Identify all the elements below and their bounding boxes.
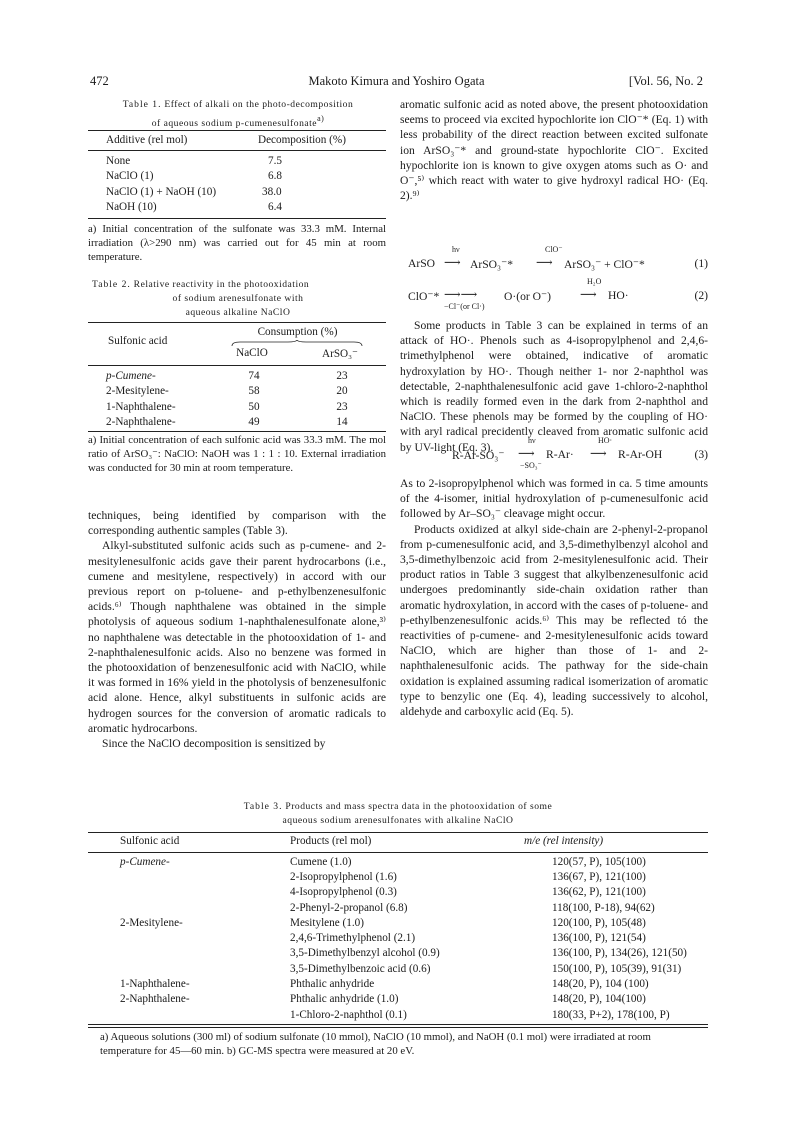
table-row xyxy=(88,885,708,900)
table3-top-rule xyxy=(88,832,708,833)
table1-value: 38.0 xyxy=(262,185,282,198)
table-row xyxy=(88,399,386,415)
right-column-p1 xyxy=(400,97,708,203)
eq1-intermediate: ArSO₃⁻* xyxy=(470,258,514,271)
table2-top-rule xyxy=(88,322,386,323)
equation-3 xyxy=(400,434,708,474)
table2-arso3: 20 xyxy=(336,385,348,398)
table3-caption-line1: Products and mass spectra data in the photooxidation of some xyxy=(285,801,553,812)
table2-caption-line2: of sodium arenesulfonate with xyxy=(172,293,304,304)
table2-header-rule xyxy=(88,365,386,366)
table3-ms: 136(100, P), 134(26), 121(50) xyxy=(552,947,687,960)
table-row xyxy=(88,900,708,915)
table2-acid: p-Cumene- xyxy=(106,369,156,382)
eq2-arrow2: ⟶ xyxy=(580,288,597,301)
eq2-number: (2) xyxy=(694,289,708,302)
eq1-arrow1: ⟶ xyxy=(444,256,461,269)
paragraph: Since the NaClO decomposition is sensitized by xyxy=(102,737,326,751)
equation-1 xyxy=(400,243,708,277)
table3-product: 3,5-Dimethylbenzyl alcohol (0.9) xyxy=(290,947,440,960)
table1-body xyxy=(88,153,386,215)
eq1-arrow2: ⟶ xyxy=(536,256,553,269)
table1-caption-note: a) xyxy=(317,114,325,123)
table3-footnote: a) Aqueous solutions (300 ml) of sodium sulfonate (10 mmol), NaClO (10 mmol), and NaOH (0.1 mol) were irradiated at room temperature for 45—60 min. b) GC-MS spectra were measured at 20 eV. xyxy=(100,1031,651,1058)
table2-naclo: 74 xyxy=(248,369,260,382)
table3-ms: 148(20, P), 104 (100) xyxy=(552,978,649,991)
table3-ms: 150(100, P), 105(39), 91(31) xyxy=(552,962,682,975)
eq1-number: (1) xyxy=(694,257,708,270)
table-row xyxy=(88,976,708,991)
table2-caption-line1: Relative reactivity in the photooxidation xyxy=(133,279,310,290)
eq3-product: R-Ar-OH xyxy=(618,448,663,461)
table3-product: 3,5-Dimethylbenzoic acid (0.6) xyxy=(290,962,431,975)
table3-acid xyxy=(88,869,290,884)
eq3-arrow2-label: HO· xyxy=(598,436,613,445)
eq3-intermediate: R-Ar· xyxy=(546,448,574,461)
table-row xyxy=(88,869,708,884)
table1-caption-line2: of aqueous sodium p-cumenesulfonate xyxy=(151,118,318,129)
table-row xyxy=(88,961,708,976)
table-row xyxy=(88,415,386,431)
paragraph: As to 2-isopropylphenol which was formed in ca. 5 time amounts of the 4-isomer, initial hydroxylation of p-cumenesulfonic acid followed by Ar–SO₃⁻ cleavage might occur. xyxy=(400,477,708,521)
eq3-arrow2: ⟶ xyxy=(590,447,607,460)
eq3-reactant: R-Ar-SO₃⁻ xyxy=(452,449,505,462)
table1-label: Table 1. xyxy=(122,99,162,110)
eq3-arrow1-bottom-label: −SO₃⁻ xyxy=(520,461,542,470)
table3-product: 2-Phenyl-2-propanol (6.8) xyxy=(290,901,408,914)
table3-col-header-acid: Sulfonic acid xyxy=(120,835,180,847)
table2-naclo: 49 xyxy=(248,416,260,429)
table1-bottom-rule xyxy=(88,218,386,219)
table2-body xyxy=(88,368,386,430)
table2-label: Table 2. xyxy=(92,279,131,290)
eq2-reactant: ClO⁻* xyxy=(408,290,440,303)
eq2-product: HO· xyxy=(608,289,629,302)
table2-caption-line3: aqueous alkaline NaClO xyxy=(185,307,291,318)
table1-value: 6.4 xyxy=(268,201,282,214)
right-column-p3-p4 xyxy=(400,476,708,719)
table3-col-header-products: Products (rel mol) xyxy=(290,835,372,847)
table2-naclo: 58 xyxy=(248,385,260,398)
eq2-arrow2-label: H₂O xyxy=(587,277,602,286)
table3-header-rule xyxy=(88,852,708,853)
eq1-products: ArSO₃⁻ + ClO⁻* xyxy=(564,258,645,271)
table3-ms: 180(33, P+2), 178(100, P) xyxy=(552,1008,670,1021)
table3-ms: 136(62, P), 121(100) xyxy=(552,886,646,899)
table3-product: Mesitylene (1.0) xyxy=(290,916,364,929)
table3-acid: 2-Naphthalene- xyxy=(120,993,190,1006)
table1-additive: NaClO (1) xyxy=(106,170,154,183)
table1-col-header-additive: Additive (rel mol) xyxy=(106,134,188,146)
table2-arso3: 14 xyxy=(336,416,348,429)
table3-acid xyxy=(88,930,290,945)
table3-ms: 120(100, P), 105(48) xyxy=(552,916,646,929)
table3-ms: 136(67, P), 121(100) xyxy=(552,870,646,883)
table1-value: 7.5 xyxy=(268,154,282,167)
table3-ms: 136(100, P), 121(54) xyxy=(552,932,646,945)
table2-arso3: 23 xyxy=(336,400,348,413)
table1-value: 6.8 xyxy=(268,170,282,183)
table3-acid xyxy=(88,900,290,915)
table3-product: Phthalic anhydride xyxy=(290,978,375,991)
eq3-arrow1-top-label: hν xyxy=(528,436,536,445)
table3-body xyxy=(88,854,708,1022)
table-row xyxy=(88,992,708,1007)
table1-caption-line1: Effect of alkali on the photo-decomposition xyxy=(164,99,354,110)
table1-header-rule xyxy=(88,150,386,151)
table1-caption xyxy=(88,98,388,131)
table-row xyxy=(88,384,386,400)
eq2-intermediate: O·(or O⁻) xyxy=(504,290,552,303)
table-row xyxy=(88,946,708,961)
table3-acid xyxy=(88,885,290,900)
table1-col-header-decomposition: Decomposition (%) xyxy=(258,134,346,146)
table-row xyxy=(88,915,708,930)
table-row xyxy=(88,1007,708,1022)
table1-top-rule xyxy=(88,130,386,131)
eq1-reactant: ArSO xyxy=(408,257,436,270)
paragraph: Some products in Table 3 can be explained in terms of an attack of HO·. Phenols such as 4-isopropylphenol and 2,4,6-trimethylphenol were obtained, indicative of aromatic hydroxylation by HO·. Though neither 1- nor 2-naphthol was detectable, 2-naphthalenesulfonic acid gave 1-chloro-2-naphthol which is readily formed even in the dark from 2-naphthol and NaClO. These phenols may be formed by the coupling of HO· with aryl radical precidently cleaved from aromatic sulfonic acid by UV-light (Eq. 3). xyxy=(400,319,708,454)
table1-additive: NaOH (10) xyxy=(106,201,157,214)
table3-caption xyxy=(88,800,708,828)
table3-label: Table 3. xyxy=(243,801,283,812)
eq2-arrow1-label: −Cl⁻(or Cl·) xyxy=(444,302,485,311)
table2-acid: 2-Naphthalene- xyxy=(106,416,176,429)
eq3-number: (3) xyxy=(694,448,708,461)
table2-footnote: a) Initial concentration of each sulfonic acid was 33.3 mM. The mol ratio of ArSO₃⁻: NaClO: NaOH was 1 : 1 : 10. External irradiation was conducted for 30 min at room temperature. xyxy=(88,434,386,475)
eq1-arrow2-label: ClO⁻ xyxy=(545,245,563,254)
table3-product: 1-Chloro-2-naphthol (0.1) xyxy=(290,1008,407,1021)
table2-naclo: 50 xyxy=(248,400,260,413)
table3-caption-line2: aqueous sodium arenesulfonates with alkaline NaClO xyxy=(282,815,514,826)
paragraph: techniques, being identified by comparison with the corresponding authentic samples (Table 3). xyxy=(88,509,386,538)
left-column-text xyxy=(88,508,386,751)
table-row xyxy=(88,184,386,200)
volume-issue: [Vol. 56, No. 2 xyxy=(628,74,703,88)
table1-footnote: a) Initial concentration of the sulfonate was 33.3 mM. Internal irradiation (λ>290 nm) was carried out for 45 min at room temperature. xyxy=(88,223,386,264)
table3-bottom-rule xyxy=(88,1024,708,1028)
table2-col-header-naclo: NaClO xyxy=(236,347,268,359)
table2-bottom-rule xyxy=(88,431,386,432)
table-row xyxy=(88,930,708,945)
eq1-arrow1-label: hν xyxy=(452,245,460,254)
table3-acid xyxy=(88,961,290,976)
table3-ms: 120(57, P), 105(100) xyxy=(552,855,646,868)
page-number: 472 xyxy=(90,74,109,88)
table-row xyxy=(88,368,386,384)
table2-acid: 1-Naphthalene- xyxy=(106,400,176,413)
table2-arso3: 23 xyxy=(336,369,348,382)
table2-acid: 2-Mesitylene- xyxy=(106,385,169,398)
table2-col-header-acid: Sulfonic acid xyxy=(108,335,168,347)
table3-product: 2,4,6-Trimethylphenol (2.1) xyxy=(290,932,416,945)
table3-acid xyxy=(88,946,290,961)
table3-col-header-ms: m/e (rel intensity) xyxy=(524,835,604,847)
table3-acid: 1-Naphthalene- xyxy=(120,978,190,991)
paragraph: Alkyl-substituted sulfonic acids such as p-cumene- and 2-mesitylenesulfonic acids gave their parent hydrocarbons (i.e., cumene and mesitylene, respectively) in accord with our previous report on p-toluene- and p-ethylbenzenesulfonic acids.⁶⁾ Though naphthalene was obtained in the simple photolysis of aqueous sodium 1-naphthalenesulfonate alone,³⁾ no naphthalene was detectable in the photooxidation of 1- and 2-naphthalenesulfonic acids. Also no benzene was formed in the photooxidation of benzenesulfonic acid with NaClO, while it was formed in 16% yield in the photolysis of benzenesulfonic acid alone. Hence, alkyl substituents in sulfonic acids are hydrogen sources for the conversion of aromatic radicals to aromatic hydrocarbons. xyxy=(88,539,386,735)
table-row xyxy=(88,200,386,216)
table3-acid xyxy=(88,1007,290,1022)
table1-additive: None xyxy=(106,154,131,167)
table-row xyxy=(88,854,708,869)
table3-product: 2-Isopropylphenol (1.6) xyxy=(290,870,397,883)
table-row xyxy=(88,169,386,185)
table3-product: 4-Isopropylphenol (0.3) xyxy=(290,886,397,899)
table3-product: Phthalic anhydride (1.0) xyxy=(290,993,399,1006)
eq3-arrow1: ⟶ xyxy=(518,447,535,460)
running-header-authors: Makoto Kimura and Yoshiro Ogata xyxy=(308,74,485,88)
table2-col-header-consumption: Consumption (%) xyxy=(257,326,338,338)
paragraph: Products oxidized at alkyl side-chain are 2-phenyl-2-propanol from p-cumenesulfonic acid, and 3,5-dimethylbenzyl alcohol and 3,5-dimethylbenzoic acid from 2-mesitylenesulfonic acid. Their product ratios in Table 3 suggest that alkylbenzenesulfonic acid undergoes predominantly side-chain oxidation rather than aromatic hydroxylation, in accord with the cases of p-toluene- and p-ethylbenzenesulfonic acids.⁶⁾ This may be reflected tó the reactivities of p-cumene- and 2-mesitylenesulfonic acids toward NaClO, which are higher than those of 1- and 2-naphthalenesulfonic acids. The pathway for the side-chain oxidation is explained assuming radical isomerization of aromatic type to benzylic one (Eq. 4), leading successively to alcohol, aldehyde and carboxylic acid (Eq. 5). xyxy=(400,522,708,719)
table2-col-header-arso3: ArSO₃⁻ xyxy=(322,348,358,360)
table3-product: Cumene (1.0) xyxy=(290,855,352,868)
table3-acid: p-Cumene- xyxy=(120,855,170,868)
equation-2 xyxy=(400,275,708,311)
eq2-arrow1: ⟶⟶ xyxy=(444,288,478,301)
table3-ms: 118(100, P-18), 94(62) xyxy=(552,901,655,914)
table2-caption xyxy=(88,278,388,320)
paragraph: aromatic sulfonic acid as noted above, the present photooxidation seems to proceed via excited hypochlorite ion ClO⁻* (Eq. 1) with less probability of the direct reaction between excited sulfonate ion ArSO₃⁻* and ground-state hypochlorite ClO⁻. Excited hypochlorite ion is known to give oxygen atoms such as O· and O⁻,⁵⁾ which react with water to give hydroxyl radical HO· (Eq. 2).⁹⁾ xyxy=(400,98,708,203)
table3-ms: 148(20, P), 104(100) xyxy=(552,993,646,1006)
table3-acid: 2-Mesitylene- xyxy=(120,916,183,929)
table1-additive: NaClO (1) + NaOH (10) xyxy=(106,185,217,198)
table-row xyxy=(88,153,386,169)
